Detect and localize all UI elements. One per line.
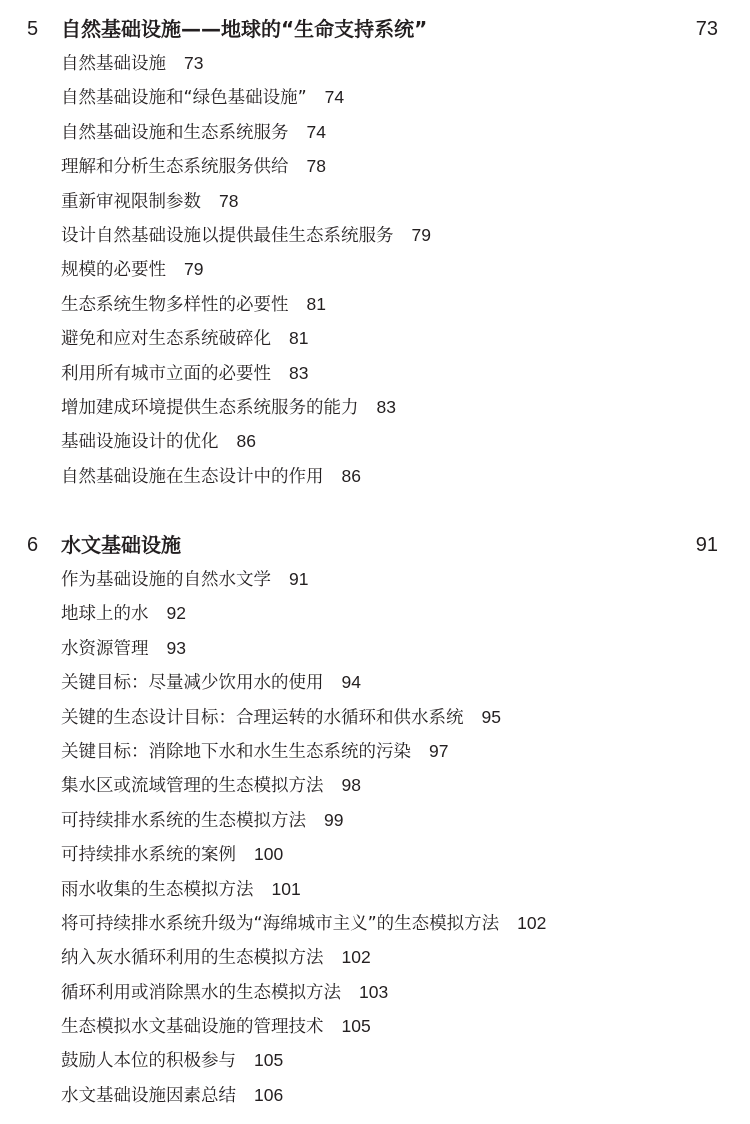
toc-entry-page: 81 <box>306 293 326 314</box>
toc-entry <box>0 734 750 768</box>
toc-entry-page: 105 <box>254 1050 284 1071</box>
toc-entry-page: 74 <box>324 87 345 108</box>
toc-entry-title: 自然基础设施和生态系统服务 <box>61 122 289 143</box>
toc-entry <box>0 218 750 252</box>
toc-entry-page: 83 <box>376 396 396 417</box>
toc-entry <box>0 768 750 802</box>
toc-entry-title: 水文基础设施因素总结 <box>61 1085 236 1106</box>
toc-entry-title: 地球上的水 <box>61 604 149 625</box>
toc-entry-title: 集水区或流域管理的生态模拟方法 <box>61 776 324 797</box>
toc-entry-page: 73 <box>184 53 204 73</box>
toc-entry <box>0 149 750 183</box>
toc-entry-title: 生态系统生物多样性的必要性 <box>61 294 289 315</box>
toc-entry-page: 74 <box>306 121 326 142</box>
toc-entry <box>0 356 750 390</box>
toc-entry-page: 95 <box>481 706 501 727</box>
toc-entry-page: 102 <box>341 947 371 968</box>
toc-entry-page: 83 <box>289 362 309 383</box>
toc-entry <box>0 975 750 1009</box>
toc-entry <box>0 390 750 424</box>
chapter-number: 6 <box>27 534 39 556</box>
toc-entry <box>0 631 750 665</box>
toc-entry <box>0 596 750 630</box>
toc-entry-title: 增加建成环境提供生态系统服务的能力 <box>61 397 359 418</box>
toc-entry-page: 92 <box>166 603 186 624</box>
toc-entry <box>0 700 750 734</box>
toc-entry-page: 86 <box>236 431 256 452</box>
toc-entry-title: 避免和应对生态系统破碎化 <box>61 329 271 350</box>
toc-entry-page: 79 <box>184 259 204 280</box>
toc-entry-title: 关键目标：消除地下水和水生生态系统的污染 <box>61 741 411 762</box>
toc-entry-title: 将可持续排水系统升级为“海绵城市主义”的生态模拟方法 <box>61 913 500 934</box>
toc-entry-list <box>0 46 750 493</box>
toc-entry-title: 鼓励人本位的积极参与 <box>61 1051 236 1072</box>
toc-entry-title: 自然基础设施 <box>61 54 166 74</box>
toc-entry <box>0 1009 750 1043</box>
toc-entry <box>0 562 750 596</box>
toc-entry-title: 生态模拟水文基础设施的管理技术 <box>61 1017 324 1038</box>
chapter-5 <box>0 12 750 493</box>
toc-entry-page: 94 <box>341 672 361 693</box>
toc-entry-page: 81 <box>289 328 309 349</box>
chapter-number: 5 <box>27 18 39 40</box>
toc-entry-page: 78 <box>219 190 239 211</box>
toc-entry <box>0 940 750 974</box>
toc-entry <box>0 803 750 837</box>
toc-entry <box>0 906 750 940</box>
toc-entry-page: 105 <box>341 1016 371 1037</box>
toc-entry-page: 93 <box>166 637 186 658</box>
toc-entry-title: 设计自然基础设施以提供最佳生态系统服务 <box>61 225 394 246</box>
chapter-page-number: 73 <box>695 18 718 40</box>
chapter-page-number: 91 <box>695 534 718 556</box>
toc-entry <box>0 837 750 871</box>
toc-entry <box>0 872 750 906</box>
toc-entry-page: 79 <box>411 224 431 245</box>
toc-entry-page: 86 <box>341 465 361 486</box>
toc-entry-title: 重新审视限制参数 <box>61 191 201 212</box>
toc-entry-page: 97 <box>429 740 449 761</box>
toc-entry-page: 78 <box>306 156 326 177</box>
toc-entry <box>0 459 750 493</box>
toc-entry-page: 106 <box>254 1084 284 1105</box>
toc-entry-title: 理解和分析生态系统服务供给 <box>61 157 289 178</box>
toc-entry <box>0 287 750 321</box>
toc-entry-page: 98 <box>341 775 361 796</box>
toc-entry-page: 103 <box>359 981 389 1002</box>
toc-entry-page: 99 <box>324 809 344 830</box>
toc-entry-page: 100 <box>254 844 284 865</box>
toc-entry-title: 规模的必要性 <box>61 260 166 281</box>
toc-entry <box>0 46 750 80</box>
chapter-heading <box>0 528 750 562</box>
toc-entry <box>0 424 750 458</box>
toc-entry-title: 关键的生态设计目标：合理运转的水循环和供水系统 <box>61 707 464 728</box>
chapter-6 <box>0 528 750 1112</box>
toc-entry <box>0 1043 750 1077</box>
toc-entry-title: 可持续排水系统的案例 <box>61 845 236 866</box>
toc-entry-title: 水资源管理 <box>61 638 149 659</box>
toc-entry <box>0 184 750 218</box>
chapter-heading <box>0 12 750 46</box>
toc-entry-title: 可持续排水系统的生态模拟方法 <box>61 810 306 831</box>
chapter-title: 自然基础设施——地球的“生命支持系统” <box>61 17 428 41</box>
chapter-title: 水文基础设施 <box>61 533 181 557</box>
toc-entry <box>0 321 750 355</box>
toc-entry-title: 利用所有城市立面的必要性 <box>61 363 271 384</box>
toc-entry-list <box>0 562 750 1112</box>
toc-entry-title: 雨水收集的生态模拟方法 <box>61 879 254 900</box>
toc-entry <box>0 665 750 699</box>
toc-entry-title: 作为基础设施的自然水文学 <box>61 570 271 590</box>
toc-entry-title: 关键目标：尽量减少饮用水的使用 <box>61 673 324 694</box>
toc-entry-page: 101 <box>271 878 301 899</box>
toc-entry <box>0 1078 750 1112</box>
toc-entry-page: 102 <box>517 912 547 933</box>
toc-entry-page: 91 <box>289 569 309 589</box>
toc-entry-title: 循环利用或消除黑水的生态模拟方法 <box>61 982 341 1003</box>
toc-entry-title: 自然基础设施在生态设计中的作用 <box>61 466 324 487</box>
toc-entry-title: 纳入灰水循环利用的生态模拟方法 <box>61 948 324 969</box>
toc-entry-title: 基础设施设计的优化 <box>61 432 219 453</box>
toc-entry <box>0 115 750 149</box>
toc-entry <box>0 252 750 286</box>
toc-entry-title: 自然基础设施和“绿色基础设施” <box>61 88 307 109</box>
toc-entry <box>0 80 750 114</box>
